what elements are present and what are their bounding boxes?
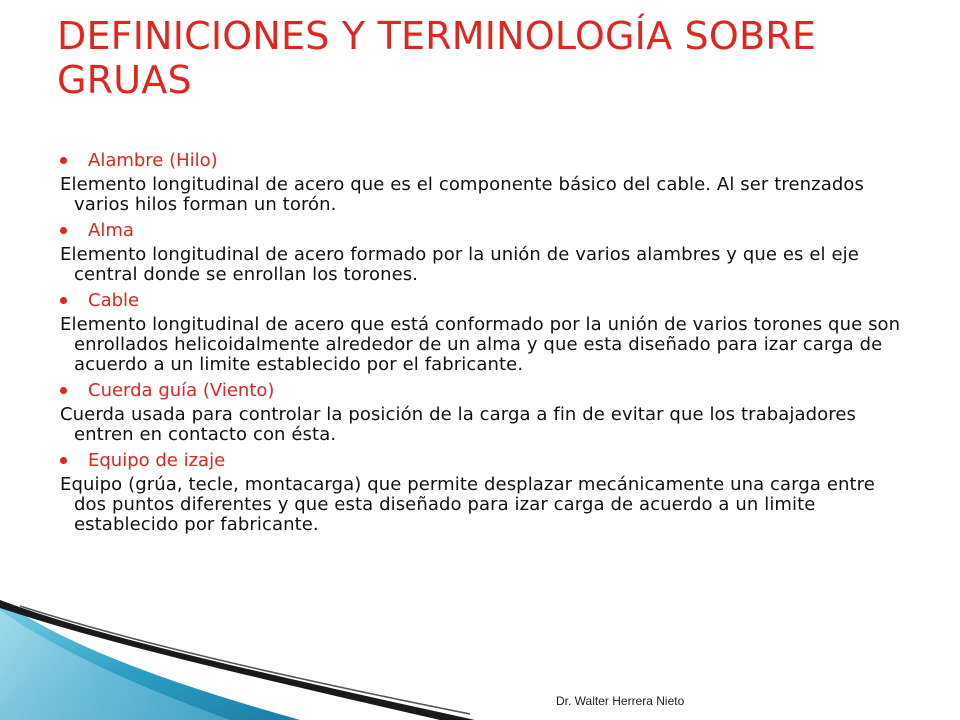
term-label: Alambre (Hilo) — [88, 150, 218, 171]
term-label: Equipo de izaje — [88, 450, 226, 471]
term-cuerda-guia — [60, 380, 910, 402]
bullet-icon — [60, 297, 67, 304]
definition-alambre: Elemento longitudinal de acero que es el componente básico del cable. Al ser trenzados varios hilos forman un torón. — [60, 174, 864, 215]
definition-alma: Elemento longitudinal de acero formado por la unión de varios alambres y que es el eje central donde se enrollan los torones. — [60, 244, 859, 285]
bullet-icon — [60, 387, 67, 394]
decorative-swoosh — [0, 600, 480, 720]
term-alma — [60, 220, 910, 242]
term-alambre — [60, 150, 910, 172]
term-equipo-izaje — [60, 450, 910, 472]
bullet-icon — [60, 157, 67, 164]
definition-cuerda-guia: Cuerda usada para controlar la posición de la carga a fin de evitar que los trabajadores entren en contacto con ésta. — [60, 404, 857, 445]
term-label: Cable — [88, 290, 140, 311]
term-cable — [60, 290, 910, 312]
term-label: Alma — [88, 220, 134, 241]
definition-cable: Elemento longitudinal de acero que está conformado por la unión de varios torones que son enrollados helicoidalmente alrededor de un alma y que esta diseñado para izar carga de acuerdo a un limite establecido por el fabricante. — [60, 314, 901, 375]
bullet-icon — [60, 227, 67, 234]
definition-equipo-izaje: Equipo (grúa, tecle, montacarga) que permite desplazar mecánicamente una carga entre dos puntos diferentes y que esta diseñado para izar carga de acuerdo a un limite establecido por fabricante. — [60, 474, 875, 535]
footer-author: Dr. Walter Herrera Nieto — [556, 694, 685, 708]
term-label: Cuerda guía (Viento) — [88, 380, 275, 401]
bullet-icon — [60, 457, 67, 464]
definitions-list — [60, 150, 910, 535]
slide-title: DEFINICIONES Y TERMINOLOGÍA SOBRE GRUAS — [57, 14, 817, 102]
